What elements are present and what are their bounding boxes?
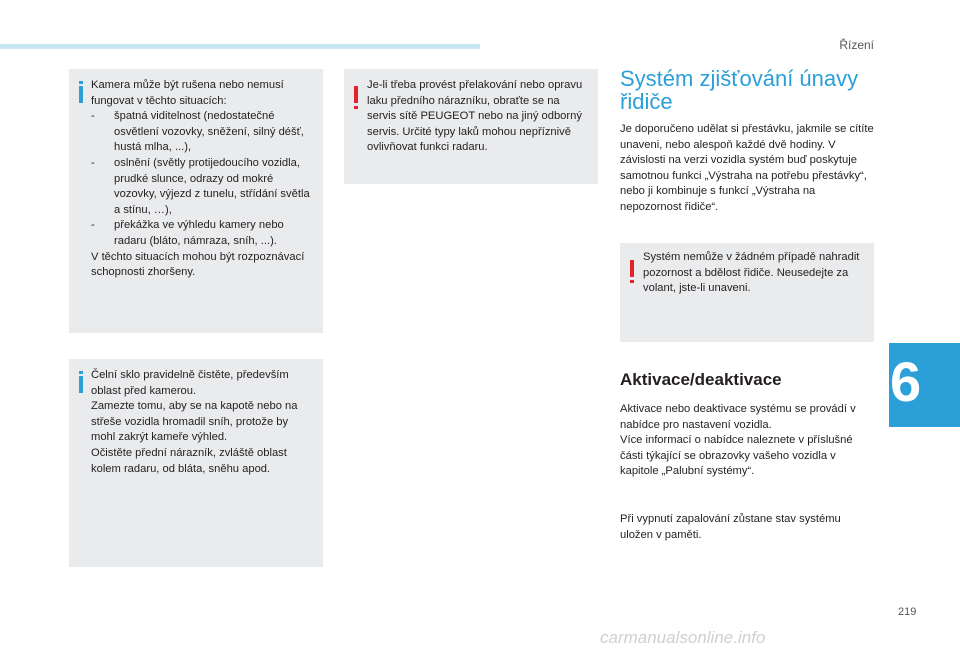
warning-box-fatigue	[620, 243, 874, 342]
paragraph: Systém nemůže v žádném případě nahradit pozornost a bdělost řidiče. Neusedejte za volant, jste-li unaveni.	[643, 251, 860, 295]
paragraph: Zamezte tomu, aby se na kapotě nebo na střeše vozidla hromadil sníh, protože by mohl zakrýt kameře výhled.	[91, 400, 298, 444]
warning-icon	[630, 260, 634, 277]
box-intro: Kamera může být rušena nebo nemusí fungovat v těchto situacích:	[91, 79, 284, 107]
subsection-heading: Aktivace/deaktivace	[620, 370, 782, 389]
paragraph: Čelní sklo pravidelně čistěte, především oblast před kamerou.	[91, 369, 289, 397]
info-box-camera	[69, 69, 323, 333]
paragraph: Očistěte přední nárazník, zvláště oblast kolem radaru, od bláta, sněhu apod.	[91, 446, 287, 475]
watermark: carmanualsonline.info	[600, 628, 766, 647]
page-number: 219	[898, 606, 917, 618]
info-icon	[79, 86, 83, 103]
list-item: - oslnění (světly protijedoucího vozidla, prudké slunce, odrazy od mokré vozovky, výjezd z tunelu, střídání světla a stínu, …),	[91, 156, 310, 216]
info-box-windshield	[69, 359, 323, 567]
paragraph: Je-li třeba provést přelakování nebo opravu laku předního nárazníku, obraťte se na servis sítě PEUGEOT nebo na jiný odborný servis. Určité typy laků mohou nepříznivě ovlivňovat funkci radaru.	[367, 79, 583, 154]
warning-icon	[354, 86, 358, 103]
activation-note: Při vypnutí zapalování zůstane stav systému uložen v paměti.	[620, 513, 841, 541]
box-outro: V těchto situacích mohou být rozpoznávací schopnosti zhoršeny.	[91, 250, 305, 279]
section-heading: Systém zjišťování únavy řidiče	[620, 66, 859, 114]
activation-text: Aktivace nebo deaktivace systému se provádí v nabídce pro nastavení vozidla. Více informací o nabídce naleznete v příslušné části týkající se obrazovky vašeho vozidla v kapitole „Palubní systémy“.	[620, 403, 856, 478]
warning-box-bumper	[344, 69, 598, 184]
list-item: - překážka ve výhledu kamery nebo radaru (bláto, námraza, sníh, ...).	[91, 219, 284, 247]
list-item: - špatná viditelnost (nedostatečné osvětlení vozovky, sněžení, silný déšť, hustá mlha, ...),	[91, 110, 304, 154]
chapter-number: 6	[890, 350, 922, 413]
header-bar	[0, 44, 480, 49]
fatigue-intro: Je doporučeno udělat si přestávku, jakmile se cítíte unaveni, nebo alespoň každé dvě hodiny. V závislosti na verzi vozidla systém buď poskytuje samotnou funkci „Výstraha na potřebu přestávky“, nebo ji kombinuje s funkcí „Výstraha na nepozornost řidiče“.	[620, 123, 874, 213]
section-title: Řízení	[839, 38, 874, 52]
info-icon	[79, 376, 83, 393]
